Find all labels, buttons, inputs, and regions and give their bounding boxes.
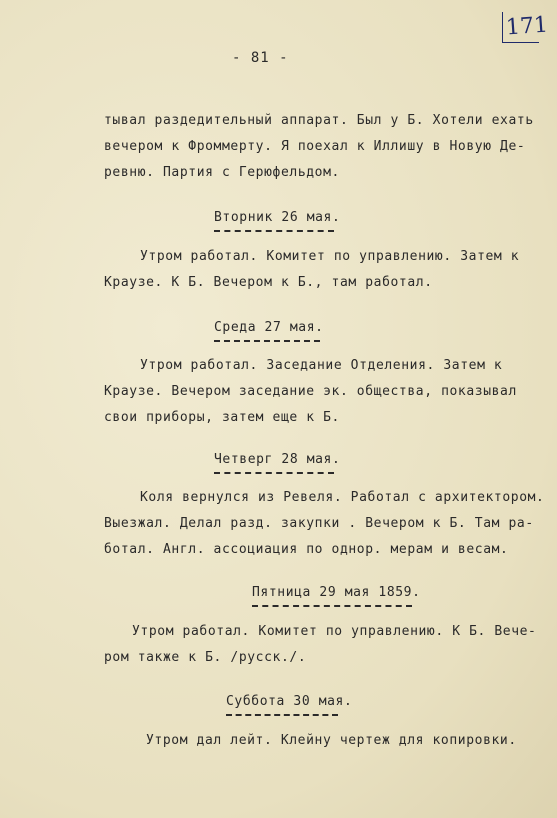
entry-line: Коля вернулся из Ревеля. Работал с архитектором. — [140, 490, 545, 505]
entry-line: Утром работал. Заседание Отделения. Затем к — [140, 358, 503, 373]
entry-heading-thursday: Четверг 28 мая. — [214, 452, 341, 467]
page-number: - 81 - — [232, 50, 289, 66]
entry-heading-friday: Пятница 29 мая 1859. — [252, 585, 421, 600]
entry-line: Утром дал лейт. Клейну чертеж для копировки. — [146, 733, 517, 748]
entry-line: Краузе. К Б. Вечером к Б., там работал. — [104, 275, 433, 290]
entry-line: ром также к Б. /русск./. — [104, 650, 307, 665]
heading-underline — [214, 340, 320, 342]
entry-heading-tuesday: Вторник 26 мая. — [214, 210, 341, 225]
entry-line: ботал. Англ. ассоциация по однор. мерам и весам. — [104, 542, 509, 557]
heading-underline — [226, 714, 338, 716]
entry-line: свои приборы, затем еще к Б. — [104, 410, 340, 425]
folio-mark — [502, 12, 539, 43]
entry-heading-saturday: Суббота 30 мая. — [226, 694, 353, 709]
folio-number: 171 — [505, 12, 549, 41]
entry-line: Утром работал. Комитет по управлению. Затем к — [140, 249, 520, 264]
entry-line: Краузе. Вечером заседание эк. общества, показывал — [104, 384, 517, 399]
heading-underline — [214, 472, 334, 474]
intro-line-1: тывал раздедительный аппарат. Был у Б. Хотели ехать — [104, 113, 534, 128]
intro-line-2: вечером к Фроммерту. Я поехал к Иллишу в Новую Де- — [104, 139, 526, 154]
entry-line: Утром работал. Комитет по управлению. К Б. Вече- — [132, 624, 537, 639]
intro-line-3: ревню. Партия с Герюфельдом. — [104, 165, 340, 180]
entry-line: Выезжал. Делал разд. закупки . Вечером к Б. Там ра- — [104, 516, 534, 531]
entry-heading-wednesday: Среда 27 мая. — [214, 320, 324, 335]
heading-underline — [252, 605, 412, 607]
heading-underline — [214, 230, 334, 232]
